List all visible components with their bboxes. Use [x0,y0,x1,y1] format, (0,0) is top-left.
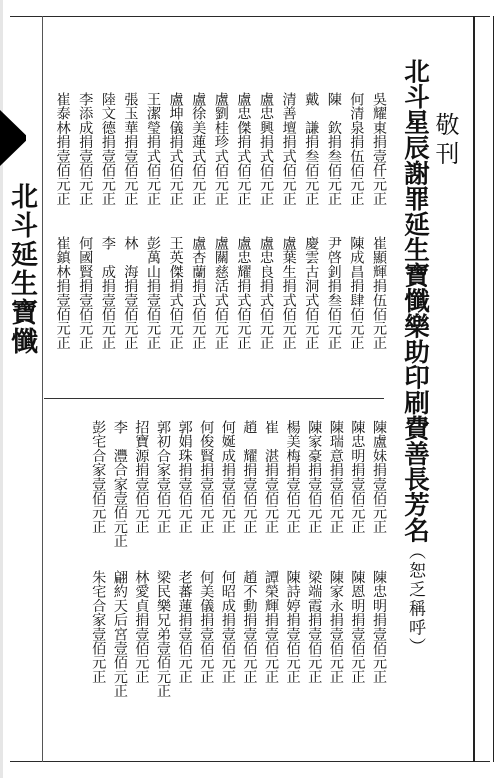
donor-entry: 盧關慈活式佰元正 [212,236,229,350]
donor-entry: 王潔瑩捐式佰元正 [145,92,161,206]
respect-heading: 敬刊 [431,112,459,170]
donor-entry: 招寶源捐壹佰元正 [133,420,150,534]
donor-entry: 趙不動捐壹佰元正 [241,570,258,684]
donor-entry: 何國賢捐壹佰元正 [77,236,94,350]
donor-entry: 盧忠興捐式佰元正 [258,92,274,206]
donor-entry: 何娫成捐壹佰元正 [219,420,236,534]
spine-border [42,16,43,762]
donor-entry: 崔鎮林捐壹佰元正 [54,236,71,350]
donor-entry: 楊美梅捐壹佰元正 [284,420,301,534]
donor-entry: 彭萬山捐壹佰元正 [145,236,161,350]
donor-entry: 李添成捐壹佰元正 [77,92,94,206]
donor-entry: 盧劉桂珍式佰元正 [212,92,229,206]
donor-entry: 陳 欽捐叁佰元正 [325,92,342,206]
donor-entry: 清善壇捐式佰元正 [280,92,297,206]
section-divider [44,398,384,399]
donor-entry: 何俊賢捐壹佰元正 [198,420,215,534]
donor-entry: 慶雲古洞式佰元正 [303,236,320,350]
donor-entry: 崔泰林捐壹佰元正 [54,92,71,206]
donor-entry: 朱宅合家壹佰元正 [90,570,107,684]
donor-entry: 郭初合家壹佰元正 [155,420,171,534]
donor-entry: 崔顯輝捐伍佰元正 [371,236,387,350]
spine-marker-icon [0,110,26,166]
donor-entry: 李 成捐壹佰元正 [99,236,116,350]
donor-entry: 陳忠明捐壹佰元正 [371,570,387,684]
donor-entry: 盧忠傑捐式佰元正 [235,92,252,206]
donor-entry: 戴 謙捐叁佰元正 [303,92,320,206]
donor-entry: 陳成昌捐肆佰元正 [348,236,365,350]
title-text: 北斗星辰謝罪延生寶懺樂助印刷費善長芳名 [400,58,430,543]
donor-entry: 盧坤儀捐式佰元正 [167,92,184,206]
donor-entry: 陳盧妹捐壹佰元正 [371,420,387,534]
donor-entry: 盧忠耀捐式佰元正 [235,236,252,350]
book-spine [0,110,42,470]
donor-entry: 盧葉生捐式佰元正 [280,236,297,350]
donor-entry: 梁民樂兄弟壹佰元正 [155,570,171,698]
donor-entry: 崔 湛捐壹佰元正 [263,420,279,534]
donor-entry: 王英傑捐式佰元正 [167,236,184,350]
top-border [10,16,490,17]
donor-entry: 陸文德捐壹佰元正 [99,92,116,206]
donor-entry: 尹啓釗捐叁佰元正 [325,236,342,350]
donor-entry: 陳忠明捐壹佰元正 [349,420,366,534]
donor-entry: 陳家永捐壹佰元正 [327,570,344,684]
donor-entry: 盧杏蘭捐式佰元正 [190,236,207,350]
donor-entry: 盧徐美蓮式佰元正 [190,92,207,206]
donor-entry: 陳瑞意捐壹佰元正 [327,420,344,534]
donor-entry: 張玉華捐壹佰元正 [122,92,139,206]
donor-entry: 趙 耀捐壹佰元正 [241,420,258,534]
donor-entry: 李 灃合家壹佰元正 [111,420,128,548]
donor-entry: 郭娟珠捐壹佰元正 [176,420,193,534]
donor-entry: 林 海捐壹佰元正 [122,236,139,350]
donor-entry: 譚榮輝捐壹佰元正 [263,570,279,684]
donor-entry: 陳詩婷捐壹佰元正 [284,570,301,684]
donor-entry: 林愛貞捐壹佰元正 [133,570,150,684]
bottom-border [10,761,490,762]
spine-title: 北斗延生寶懺 [6,182,37,356]
donor-entry: 老蕃蓮捐壹佰元正 [176,570,193,684]
donor-entry: 何昭成捐壹佰元正 [219,570,236,684]
donor-entry: 何美儀捐壹佰元正 [198,570,215,684]
donor-entry: 翩約天后宮壹佰元正 [111,570,128,698]
right-outer-border [493,16,494,762]
donor-entry: 盧忠良捐式佰元正 [258,236,274,350]
donor-entry: 陳恩明捐壹佰元正 [349,570,366,684]
donor-entry: 陳家豪捐壹佰元正 [306,420,323,534]
title-note: （恕乏稱呼） [405,542,425,657]
right-inner-border [473,16,475,762]
donor-entry: 吳耀東捐壹仟元正 [371,92,387,206]
donor-entry: 何清泉捐伍佰元正 [348,92,365,206]
donor-entry: 彭宅合家壹佰元正 [90,420,107,534]
page-title [396,58,432,657]
donor-entry: 梁端霞捐壹佰元正 [306,570,323,684]
